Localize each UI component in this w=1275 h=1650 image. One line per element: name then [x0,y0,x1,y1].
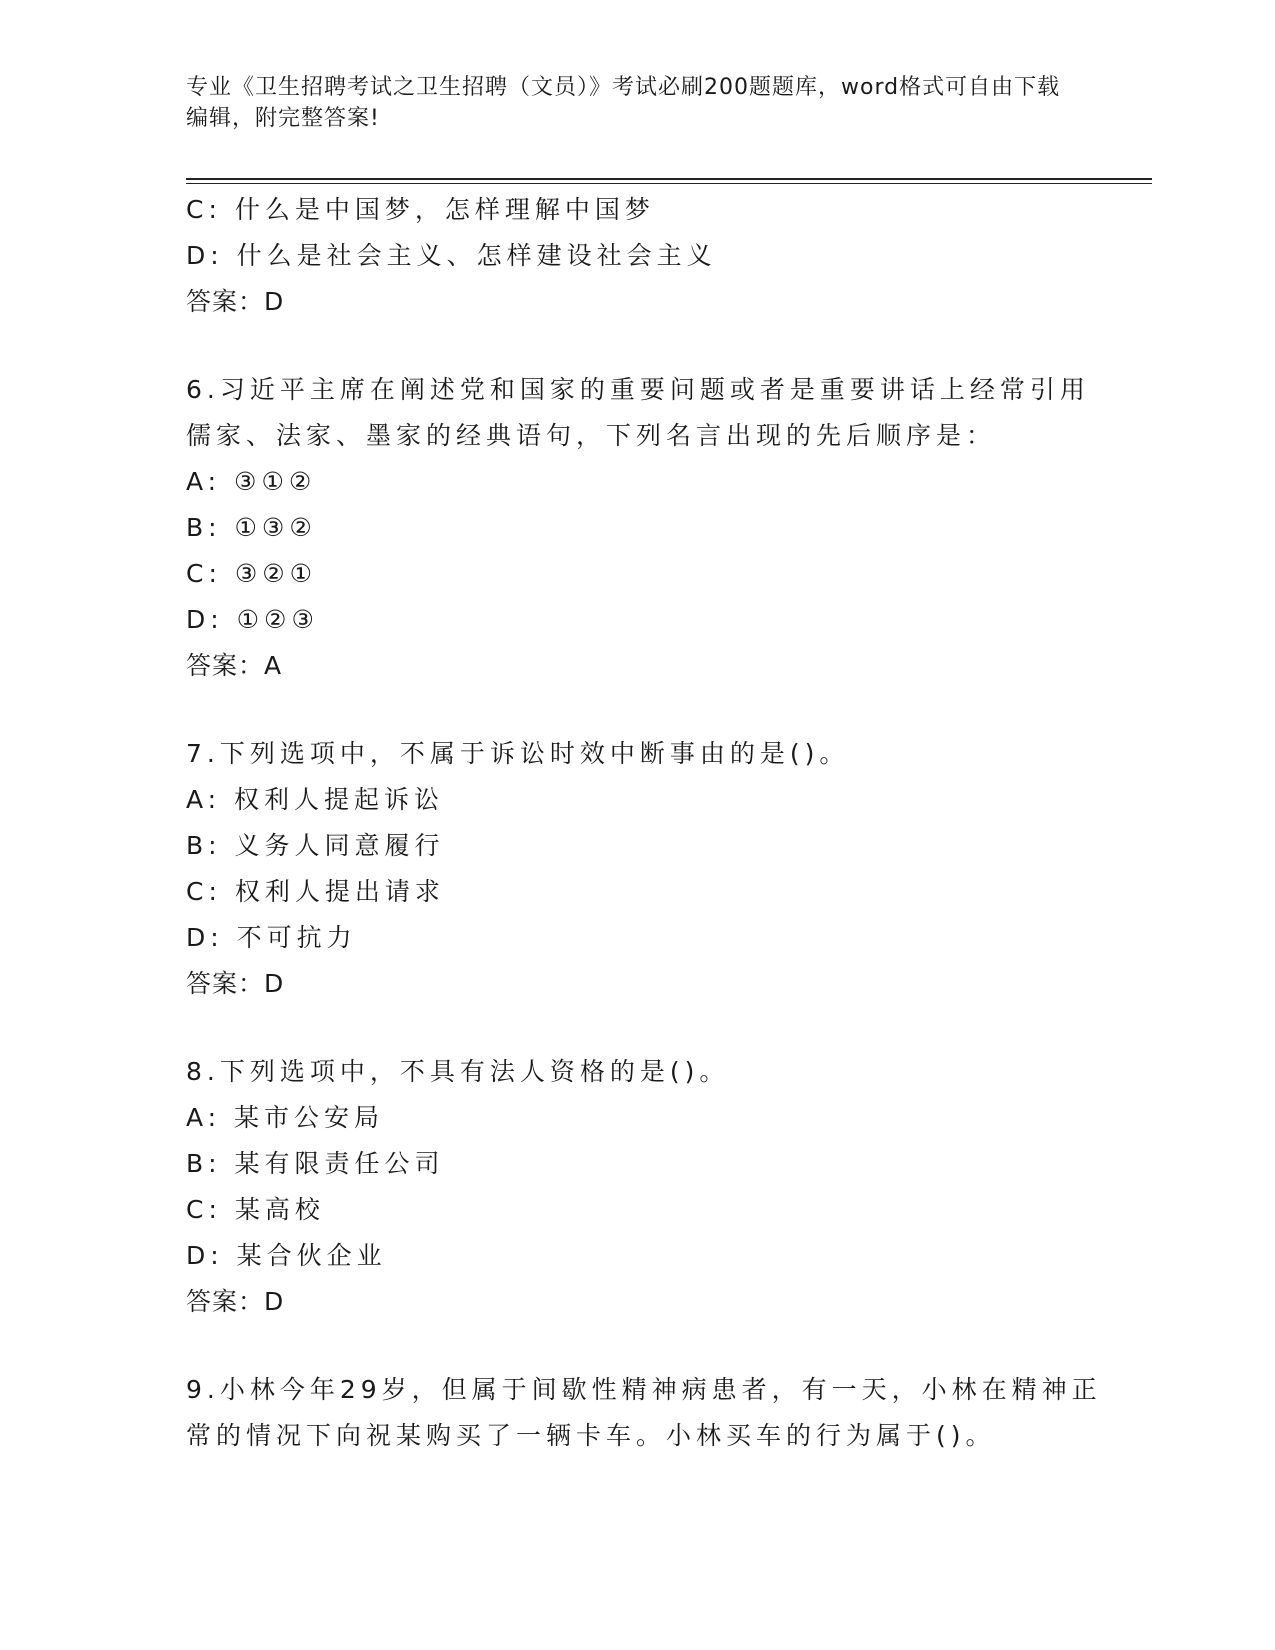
option-c: C: 权利人提出请求 [186,877,445,906]
option-c: C: 某高校 [186,1195,325,1224]
answer-line [186,961,1106,1007]
header-divider-thin [186,183,1152,184]
answer-value: D [264,1287,285,1316]
question-block [186,1049,1106,1325]
option-d: D: 什么是社会主义、怎样建设社会主义 [186,241,717,270]
option-b: B: 义务人同意履行 [186,831,445,860]
option-a: A: 权利人提起诉讼 [186,785,445,814]
option-d: D: ①②③ [186,605,319,634]
answer-line [186,279,1106,325]
question-block [186,731,1106,1007]
option-b: B: ①③② [186,513,317,542]
answer-label: 答案： [186,651,265,680]
answer-value: A [264,651,283,680]
answer-value: D [264,969,285,998]
header-divider [186,178,1152,180]
option-d: D: 某合伙企业 [186,1241,387,1270]
answer-line [186,643,1106,689]
answer-label: 答案： [186,969,265,998]
question-text: 6.习近平主席在阐述党和国家的重要问题或者是重要讲话上经常引用儒家、法家、墨家的经典语句，下列名言出现的先后顺序是： [186,375,1090,450]
option-b: B: 某有限责任公司 [186,1149,445,1178]
question-block [186,1367,1106,1459]
option-d: D: 不可抗力 [186,923,357,952]
document-header: 专业《卫生招聘考试之卫生招聘（文员）》考试必刷200题题库，word格式可自由下载编辑，附完整答案! [186,75,1061,131]
option-a: A: ③①② [186,467,317,496]
answer-line [186,1279,1106,1325]
option-c: C: 什么是中国梦，怎样理解中国梦 [186,195,655,224]
question-list [186,187,1106,1459]
answer-label: 答案： [186,1287,265,1316]
question-text: 9.小林今年29岁，但属于间歇性精神病患者，有一天，小林在精神正常的情况下向祝某购买了一辆卡车。小林买车的行为属于()。 [186,1375,1102,1450]
answer-value: D [264,287,285,316]
question-block [186,187,1106,325]
question-block [186,367,1106,689]
question-text: 7.下列选项中，不属于诉讼时效中断事由的是()。 [186,739,850,768]
question-text: 8.下列选项中，不具有法人资格的是()。 [186,1057,730,1086]
option-c: C: ③②① [186,559,318,588]
option-a: A: 某市公安局 [186,1103,385,1132]
answer-label: 答案： [186,287,265,316]
